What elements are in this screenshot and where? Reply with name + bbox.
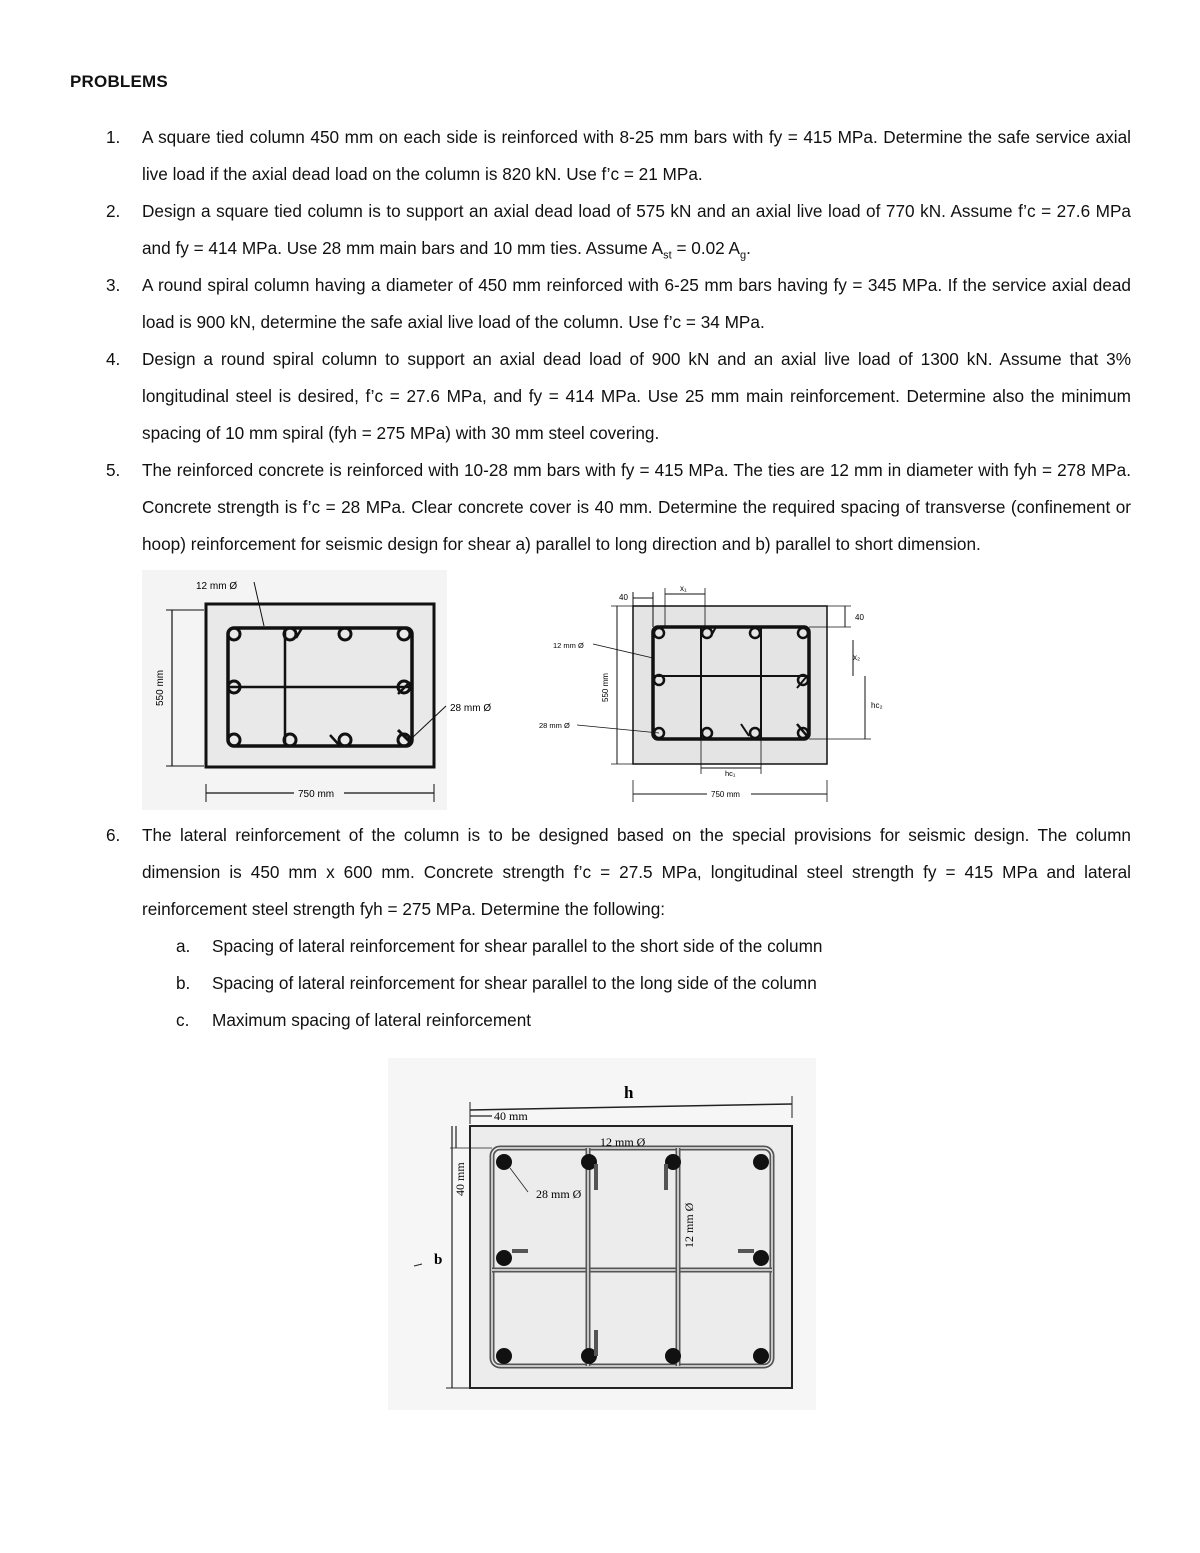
problem-text: Design a square tied column is to support an axial dead load of 575 kN and an axial live load of 770 kN. Assume f’c = 27.6 MPa and fy = 414 MPa. Use 28 mm main bars and 10 mm ties. Assume $A_{st} = 0.02$ $A_g$. (142, 201, 1131, 262)
problem-number: 4. (106, 349, 121, 369)
problem-number: 2. (106, 201, 121, 221)
problem-text: Design a round spiral column to support an axial dead load of 900 kN and an axial live load of 1300 kN. Assume that 3% longitudinal steel is desired, f’c = 27.6 MPa, and fy = 414 MPa. Use 25 mm main reinforcement. Determine also the minimum spacing of 10 mm spiral (fyh = 275 MPa) with 30 mm steel covering. (142, 349, 1131, 443)
problem-text: The lateral reinforcement of the column is to be designed based on the special provisions for seismic design. The column dimension is 450 mm x 600 mm. Concrete strength f’c = 27.5 MPa, longitudinal steel strength fy = 415 MPa and lateral reinforcement steel strength fyh = 275 MPa. Determine the following: (142, 825, 1131, 919)
longitudinal-bar (753, 1250, 769, 1266)
figure-column-section-1 (142, 570, 492, 810)
height-label: 550 mm (155, 669, 166, 706)
height-label: 550 mm (601, 673, 610, 702)
subitem-letter: b. (176, 973, 191, 993)
cover-top-label: 40 (619, 593, 628, 602)
hc1-label: hc₁ (725, 769, 736, 778)
problem-text: A round spiral column having a diameter of 450 mm reinforced with 6-25 mm bars having fy = 345 MPa. If the service axial dead load is 900 kN, determine the safe axial live load of the column. Use f’c = 34 MPa. (142, 275, 1131, 332)
subitem-text: Spacing of lateral reinforcement for shear parallel to the long side of the column (212, 973, 817, 993)
tie-label: 12 mm Ø (196, 581, 238, 592)
problem-number: 5. (106, 460, 121, 480)
tie-label: 12 mm Ø (553, 641, 584, 650)
b-label: b (434, 1252, 443, 1268)
tie-top-label: 12 mm Ø (600, 1135, 646, 1149)
longitudinal-bar (665, 1348, 681, 1364)
bar-label: 28 mm Ø (539, 721, 570, 730)
h-label: h (624, 1083, 634, 1102)
problem-text: The reinforced concrete is reinforced with 10-28 mm bars with fy = 415 MPa. The ties are 12 mm in diameter with fyh = 278 MPa. Concrete strength is f’c = 28 MPa. Clear concrete cover is 40 mm. Determine the required spacing of transverse (confinement or hoop) reinforcement for seismic design for shear a) parallel to long direction and b) parallel to short dimension. (142, 460, 1131, 554)
tie-mid-label: 12 mm Ø (682, 1202, 696, 1248)
problem-text: A square tied column 450 mm on each side is reinforced with 8-25 mm bars with fy = 415 MPa. Determine the safe service axial live load if the axial dead load on the column is 820 kN. Use f’c = 21 MPa. (142, 127, 1131, 184)
problem-number: 3. (106, 275, 121, 295)
bar-label: 28 mm Ø (536, 1187, 582, 1201)
figure-column-section-2 (535, 580, 885, 812)
page-heading: PROBLEMS (70, 72, 168, 91)
subitem-a (176, 928, 822, 965)
subitem-c (176, 1002, 531, 1039)
cover-side-label: 40 mm (453, 1162, 467, 1196)
longitudinal-bar (753, 1154, 769, 1170)
cover-right-label: 40 (855, 613, 864, 622)
width-label: 750 mm (298, 789, 335, 800)
subitem-letter: a. (176, 936, 191, 956)
concrete-section (470, 1126, 792, 1388)
bar-label: 28 mm Ø (450, 703, 492, 714)
problem-number: 6. (106, 825, 121, 845)
subitem-letter: c. (176, 1010, 190, 1030)
width-label: 750 mm (711, 790, 740, 799)
longitudinal-bar (496, 1154, 512, 1170)
x2-label: x₂ (853, 653, 861, 662)
longitudinal-bar (753, 1348, 769, 1364)
subitem-text: Maximum spacing of lateral reinforcement (212, 1010, 532, 1030)
cover-label: 40 mm (494, 1109, 528, 1123)
figure-column-section-3 (388, 1058, 816, 1410)
subitem-b (176, 965, 817, 1002)
subitem-text: Spacing of lateral reinforcement for shear parallel to the short side of the column (212, 936, 823, 956)
longitudinal-bar (496, 1348, 512, 1364)
x1-label: x₁ (680, 584, 687, 593)
hc2-label: hc₂ (871, 701, 883, 710)
problem-number: 1. (106, 127, 121, 147)
longitudinal-bar (496, 1250, 512, 1266)
